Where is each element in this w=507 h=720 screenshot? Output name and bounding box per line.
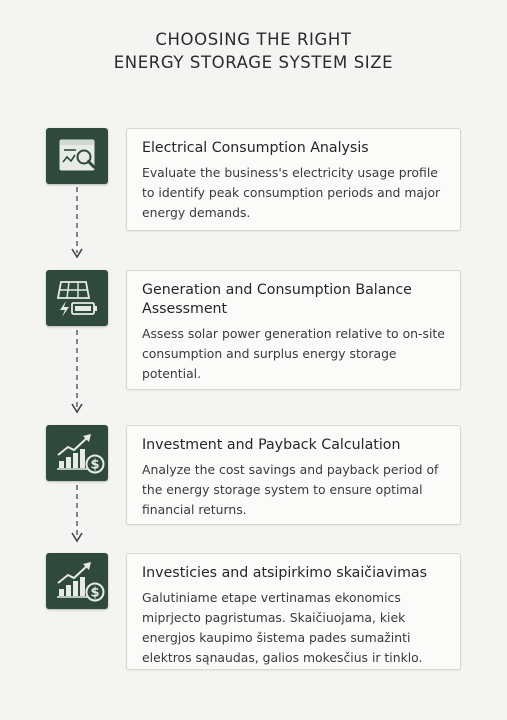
step-1-icon-box (46, 128, 108, 184)
title-line-2: ENERGY STORAGE SYSTEM SIZE (113, 53, 394, 72)
analysis-magnifier-icon (46, 128, 108, 184)
step-3-card (126, 425, 461, 525)
connector-arrow-1 (71, 185, 83, 263)
step-2-description: Assess solar power generation relative to on-site consumption and surplus energy storage potential. (142, 326, 445, 381)
solar-battery-icon (46, 270, 108, 326)
step-3-description: Analyze the cost savings and payback period of the energy storage system to ensure optimal financial returns. (142, 462, 439, 517)
growth-chart-dollar-icon (46, 553, 108, 609)
step-4-title: Investicies and atsipirkimo skaičiavimas (142, 565, 427, 581)
connector-arrow-3 (71, 483, 83, 547)
step-2-title: Generation and Consumption Balance Assessment (142, 282, 412, 317)
connector-arrow-2 (71, 328, 83, 418)
page-title (0, 28, 507, 74)
step-3-title: Investment and Payback Calculation (142, 437, 401, 453)
growth-chart-dollar-icon (46, 425, 108, 481)
step-1-card (126, 128, 461, 231)
svg-text:$: $ (90, 457, 100, 473)
title-line-1: CHOOSING THE RIGHT (155, 30, 352, 49)
step-3-icon-box (46, 425, 108, 481)
step-2-icon-box (46, 270, 108, 326)
step-4-icon-box (46, 553, 108, 609)
step-4-description: Galutiniame etape vertinamas ekonomics miprjecto pagristumas. Skaičiuojama, kiek energjos kaupimo šistema pades sumažinti elektros sąnaudas, galios mokesčius ir tinklo. (142, 590, 423, 665)
step-1-description: Evaluate the business's electricity usage profile to identify peak consumption periods and major energy demands. (142, 165, 441, 220)
svg-text:$: $ (90, 585, 100, 601)
step-1-title: Electrical Consumption Analysis (142, 140, 369, 156)
step-2-card (126, 270, 461, 390)
step-4-card (126, 553, 461, 670)
